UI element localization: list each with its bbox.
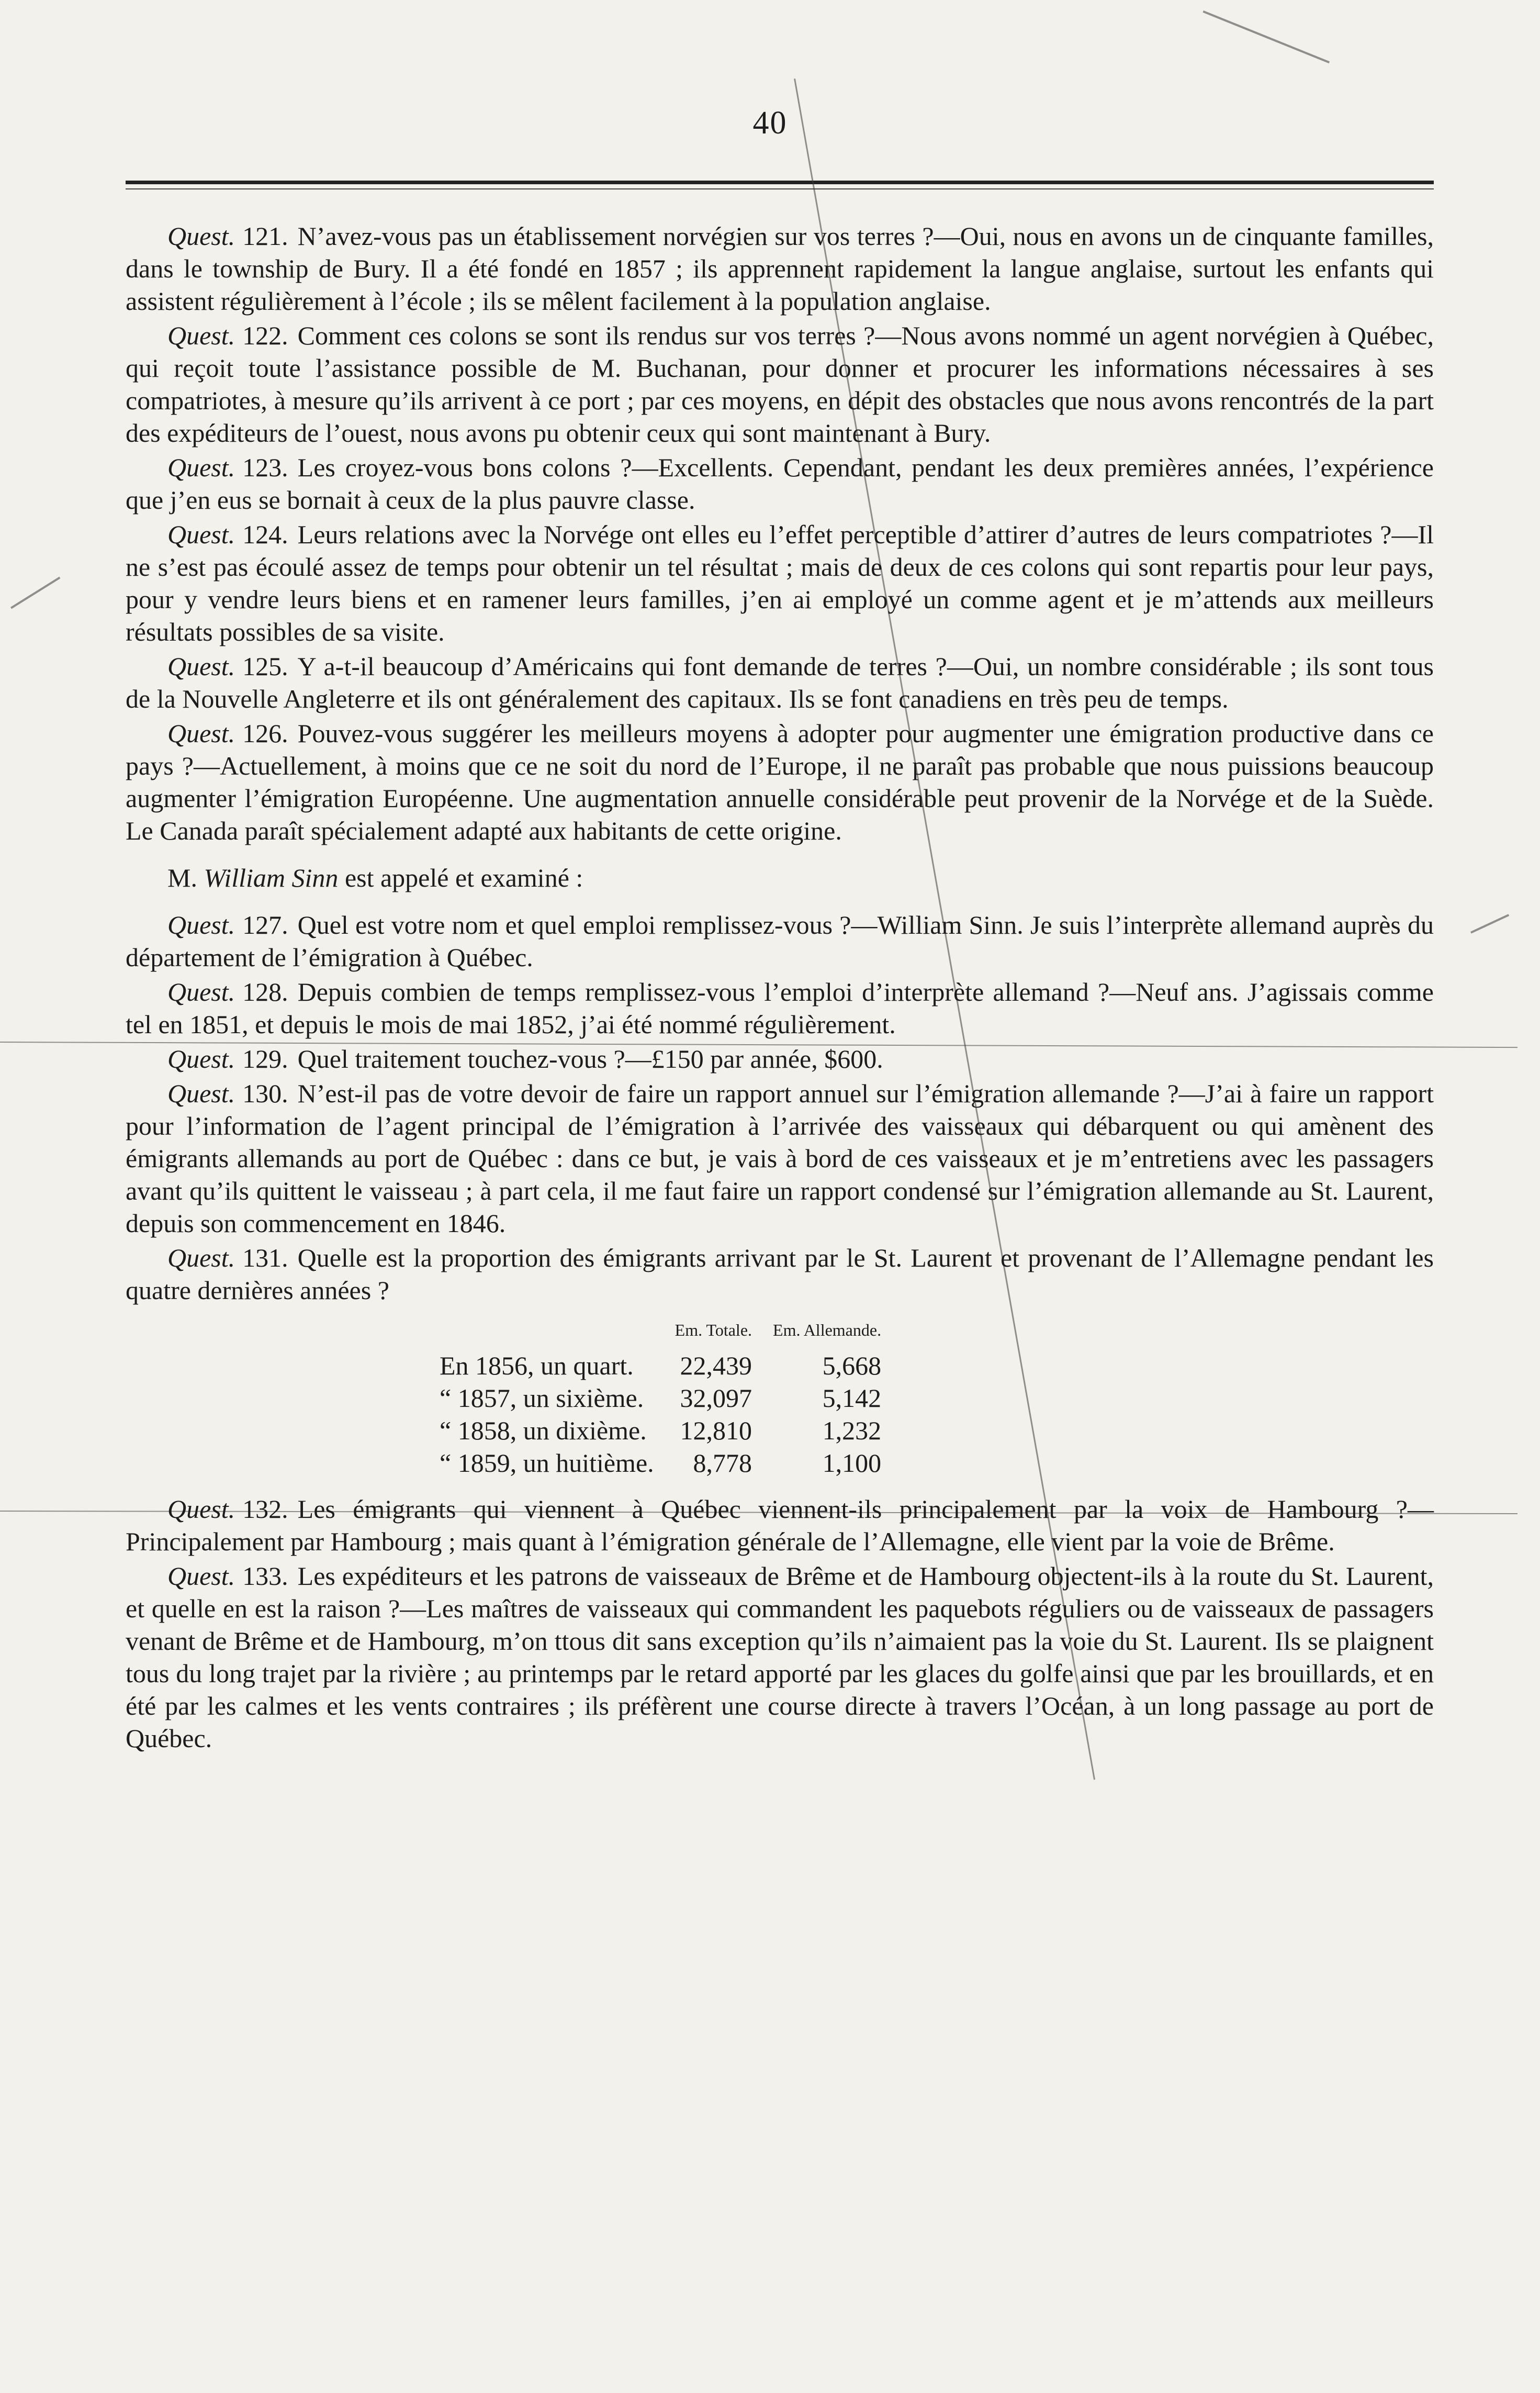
quest-label: Quest. — [167, 1561, 235, 1591]
question-number: 125. — [242, 652, 288, 681]
document-body — [126, 220, 1434, 1757]
question-125 — [126, 650, 1434, 715]
quest-label: Quest. — [167, 520, 235, 549]
table-cell-label: “ 1857, un sixième. — [440, 1383, 644, 1413]
question-number: 127. — [242, 910, 288, 940]
question-133 — [126, 1560, 1434, 1754]
witness-suffix: est appelé et examiné : — [344, 863, 583, 892]
question-126 — [126, 717, 1434, 847]
quest-label: Quest. — [167, 453, 235, 482]
pencil-stroke — [10, 577, 60, 609]
quest-label: Quest. — [167, 221, 235, 251]
table-cell-label: En 1856, un quart. — [440, 1351, 634, 1380]
question-text: Pouvez-vous suggérer les meilleurs moyens à adopter pour augmenter une émigration productive dans ce pays ?—Actuellement, à moins que ce ne soit du nord de l’Europe, il ne paraît pas probable que nous puissions beaucoup augmenter l’émigration Européenne. Une augmentation annuelle considérable peut provenir de la Norvége et de la Suède. Le Canada paraît spécialement adapté aux habitants de cette origine. — [126, 719, 1434, 845]
question-number: 126. — [242, 719, 288, 748]
question-text: N’avez-vous pas un établissement norvégien sur vos terres ?—Oui, nous en avons un de cinquante familles, dans le township de Bury. Il a été fondé en 1857 ; ils apprennent rapidement la langue anglaise, surtout les enfants qui assistent régulièrement à l’école ; ils se mêlent facilement à la population anglaise. — [126, 221, 1434, 316]
table-cell-allemande: 5,142 — [822, 1383, 882, 1413]
table-row — [429, 1349, 892, 1382]
header-rule-thin — [126, 188, 1434, 189]
question-number: 124. — [242, 520, 288, 549]
question-text: Y a-t-il beaucoup d’Américains qui font demande de terres ?—Oui, un nombre considérable ; ils sont tous de la Nouvelle Angleterre et ils ont généralement des capitaux. Ils se font canadiens en très peu de temps. — [126, 652, 1434, 713]
table-header: Em. Allemande. — [773, 1321, 882, 1339]
question-number: 128. — [242, 977, 288, 1007]
table-cell-label: “ 1859, un huitième. — [440, 1448, 654, 1478]
table-row — [429, 1447, 892, 1479]
question-text: Comment ces colons se sont ils rendus sur vos terres ?—Nous avons nommé un agent norvégien à Québec, qui reçoit toute l’assistance possible de M. Buchanan, pour donner et procurer les informations nécessaires à ses compatriotes, à mesure qu’ils arrivent à ce port ; par ces moyens, en dépit des obstacles que nous avons rencontrés de la part des expéditeurs de l’ouest, nous avons pu obtenir ceux qui sont maintenant à Bury. — [126, 321, 1434, 448]
question-132 — [126, 1493, 1434, 1558]
question-number: 131. — [242, 1243, 288, 1272]
table-cell-allemande: 1,232 — [822, 1416, 882, 1445]
question-131 — [126, 1242, 1434, 1306]
question-number: 133. — [242, 1561, 288, 1591]
question-number: 130. — [242, 1079, 288, 1108]
table-cell-total: 32,097 — [680, 1383, 752, 1413]
question-text: Quelle est la proportion des émigrants arrivant par le St. Laurent et provenant de l’Allemagne pendant les quatre dernières années ? — [126, 1243, 1434, 1305]
emigration-table-wrapper — [429, 1314, 1434, 1479]
question-number: 122. — [242, 321, 288, 350]
question-127 — [126, 909, 1434, 974]
question-124 — [126, 518, 1434, 648]
question-123 — [126, 451, 1434, 516]
question-text: Depuis combien de temps remplissez-vous l’emploi d’interprète allemand ?—Neuf ans. J’agissais comme tel en 1851, et depuis le mois de mai 1852, j’ai été nommé régulièrement. — [126, 977, 1434, 1039]
question-129 — [126, 1043, 1434, 1075]
quest-label: Quest. — [167, 977, 235, 1007]
question-number: 121. — [242, 221, 288, 251]
question-text: Quel traitement touchez-vous ?—£150 par année, $600. — [297, 1044, 883, 1074]
table-cell-total: 22,439 — [680, 1351, 752, 1380]
quest-label: Quest. — [167, 1079, 235, 1108]
quest-label: Quest. — [167, 1044, 235, 1074]
question-text: Quel est votre nom et quel emploi remplissez-vous ?—William Sinn. Je suis l’interprète allemand auprès du département de l’émigration à Québec. — [126, 910, 1434, 972]
quest-label: Quest. — [167, 652, 235, 681]
witness-name: William Sinn — [204, 863, 339, 892]
table-header-row — [429, 1314, 892, 1349]
question-number: 132. — [242, 1494, 288, 1524]
question-121 — [126, 220, 1434, 317]
quest-label: Quest. — [167, 1494, 235, 1524]
question-number: 129. — [242, 1044, 288, 1074]
question-128 — [126, 976, 1434, 1041]
witness-prefix: M. — [167, 863, 197, 892]
table-cell-allemande: 5,668 — [822, 1351, 882, 1380]
quest-label: Quest. — [167, 321, 235, 350]
table-row — [429, 1382, 892, 1414]
question-text: Les émigrants qui viennent à Québec viennent-ils principalement par la voix de Hambourg ?—Principalement par Hambourg ; mais quant à l’émigration générale de l’Allemagne, elle vient par la voie de Brême. — [126, 1494, 1434, 1556]
quest-label: Quest. — [167, 910, 235, 940]
question-text: Leurs relations avec la Norvége ont elles eu l’effet perceptible d’attirer d’autres de leurs compatriotes ?—Il ne s’est pas écoulé assez de temps pour obtenir un tel résultat ; mais de deux de ces colons qui sont repartis pour leur pays, pour y vendre leurs biens et en ramener leurs familles, j’en ai employé un comme agent et je m’attends aux meilleurs résultats possibles de sa visite. — [126, 520, 1434, 646]
pencil-stroke — [1203, 10, 1330, 63]
pencil-stroke — [1470, 914, 1509, 933]
quest-label: Quest. — [167, 1243, 235, 1272]
question-text: N’est-il pas de votre devoir de faire un rapport annuel sur l’émigration allemande ?—J’ai à faire un rapport pour l’information de l’agent principal de l’émigration à l’arrivée des vaisseaux qui débarquent ou qui amènent des émigrants allemands au port de Québec : dans ce but, je vais à bord de ces vaisseaux et je m’entretiens avec les passagers avant qu’ils quittent le vaisseau ; à part cela, il me faut faire un rapport condensé sur l’émigration allemande au St. Laurent, depuis son commencement en 1846. — [126, 1079, 1434, 1238]
table-header: Em. Totale. — [675, 1321, 752, 1339]
emigration-table — [429, 1314, 892, 1479]
table-cell-allemande: 1,100 — [822, 1448, 882, 1478]
page-number: 40 — [752, 105, 788, 141]
question-text: Les croyez-vous bons colons ?—Excellents. Cependant, pendant les deux premières années, l’expérience que j’en eus se bornait à ceux de la plus pauvre classe. — [126, 453, 1434, 515]
question-130 — [126, 1077, 1434, 1239]
question-text: Les expéditeurs et les patrons de vaisseaux de Brême et de Hambourg objectent-ils à la route du St. Laurent, et quelle en est la raison ?—Les maîtres de vaisseaux qui commandent les paquebots réguliers ou de vaisseaux de passagers venant de Brême et de Hambourg, m’on ttous dit sans exception qu’ils n’aimaient pas la voie du St. Laurent. Ils se plaignent tous du long trajet par la rivière ; au printemps par le retard apporté par les glaces du golfe ainsi que par les brouillards, et en été par les calmes et les vents contraires ; ils préfèrent une course directe à travers l’Océan, à un long passage au port de Québec. — [126, 1561, 1434, 1753]
question-number: 123. — [242, 453, 288, 482]
table-cell-total: 12,810 — [680, 1416, 752, 1445]
table-cell-total: 8,778 — [693, 1448, 752, 1478]
question-122 — [126, 319, 1434, 449]
table-row — [429, 1414, 892, 1447]
table-header — [429, 1314, 665, 1349]
witness-introduction — [126, 862, 1434, 894]
quest-label: Quest. — [167, 719, 235, 748]
table-cell-label: “ 1858, un dixième. — [440, 1416, 647, 1445]
header-rule — [126, 181, 1434, 184]
